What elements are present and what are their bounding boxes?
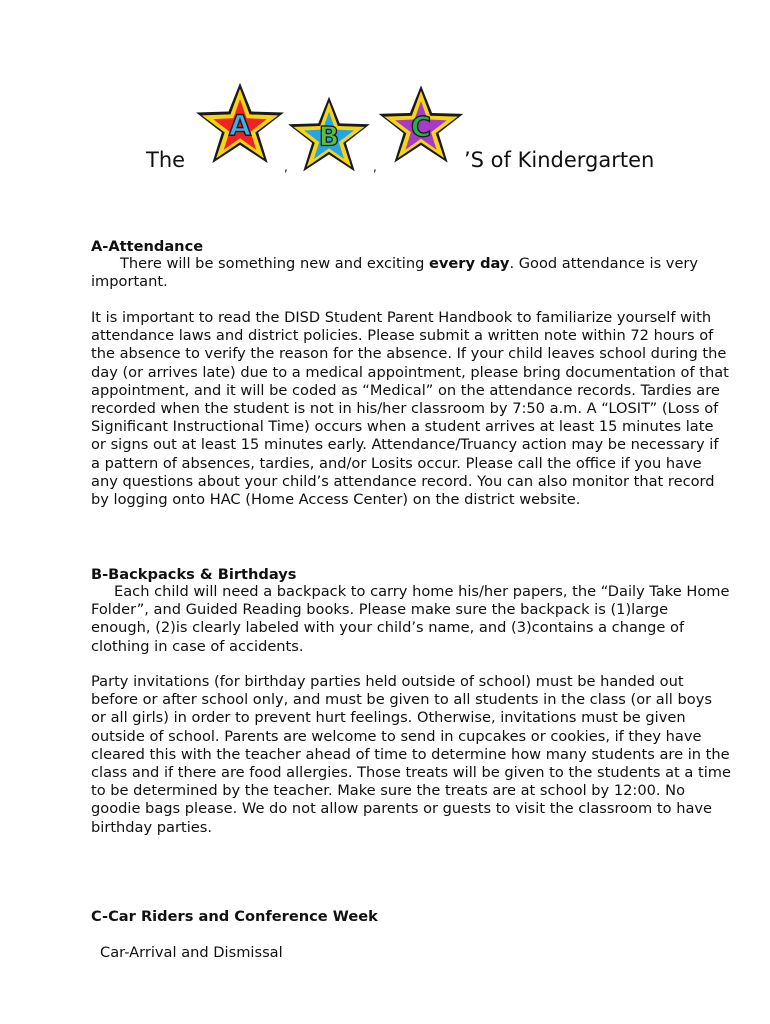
backpacks-intro: Each child will need a backpack to carry home his/her papers, the “Daily Take Home Folder”, and Guided Reading books. Please make sure the backpack is (1)large enough, (2)is clearly labeled with your child’s name, and (3)contains a change of clothing in case of accidents. xyxy=(91,583,730,655)
title-comma-2: , xyxy=(373,160,377,174)
star-letter-b-icon xyxy=(284,94,374,174)
svg-text:C: C xyxy=(410,109,432,143)
svg-text:A: A xyxy=(228,108,252,143)
title-prefix: The xyxy=(146,148,186,172)
attendance-intro-end: . Good attendance is very important. xyxy=(91,255,699,291)
birthdays-body: Party invitations (for birthday parties held outside of school) must be handed out before or after school only, and must be given to all students in the class (or all boys or all girls) in order to prevent hurt feelings. Otherwise, invitations must be given outside of school. Parents are welcome to send in cupcakes or cookies, if they have cleared this with the teacher ahead of time to determine how many students are in the class and if there are food allergies. Those treats will be given to the students at a time to be determined by the teacher. Make sure the treats are at school by 12:00. No goodie bags please. We do not allow parents or guests to visit the classroom to have birthday parties. xyxy=(91,673,731,836)
title-comma-1: , xyxy=(284,160,288,174)
car-riders-subheading: Car-Arrival and Dismissal xyxy=(100,944,283,961)
section-heading-car-riders: C-Car Riders and Conference Week xyxy=(91,908,378,925)
svg-text:B: B xyxy=(318,121,340,153)
section-heading-attendance: A-Attendance xyxy=(91,238,204,255)
star-letter-a-icon xyxy=(192,80,288,166)
title-suffix: ’S of Kindergarten xyxy=(464,148,655,172)
section-heading-backpacks: B-Backpacks & Birthdays xyxy=(91,566,297,583)
star-letter-c-icon xyxy=(375,82,467,166)
attendance-body: It is important to read the DISD Student Parent Handbook to familiarize yourself with attendance laws and district policies. Please submit a written note within 72 hours of the absence to verify the reason for the absence. If your child leaves school during the day (or arrives late) due to a medical appointment, please bring documentation of that appointment, and it will be coded as “Medical” on the attendance records. Tardies are recorded when the student is not in his/her classroom by 7:50 a.m. A “LOSIT” (Loss of Significant Instructional Time) occurs when a student arrives at least 15 minutes late or signs out at least 15 minutes early. Attendance/Truancy action may be necessary if a pattern of absences, tardies, and/or Losits occur. Please call the office if you have any questions about your child’s attendance record. You can also monitor that record by logging onto HAC (Home Access Center) on the district website. xyxy=(91,309,729,509)
attendance-intro-text: There will be something new and exciting xyxy=(120,255,429,272)
attendance-intro-emphasis: every day xyxy=(428,255,510,272)
attendance-intro xyxy=(91,255,731,291)
